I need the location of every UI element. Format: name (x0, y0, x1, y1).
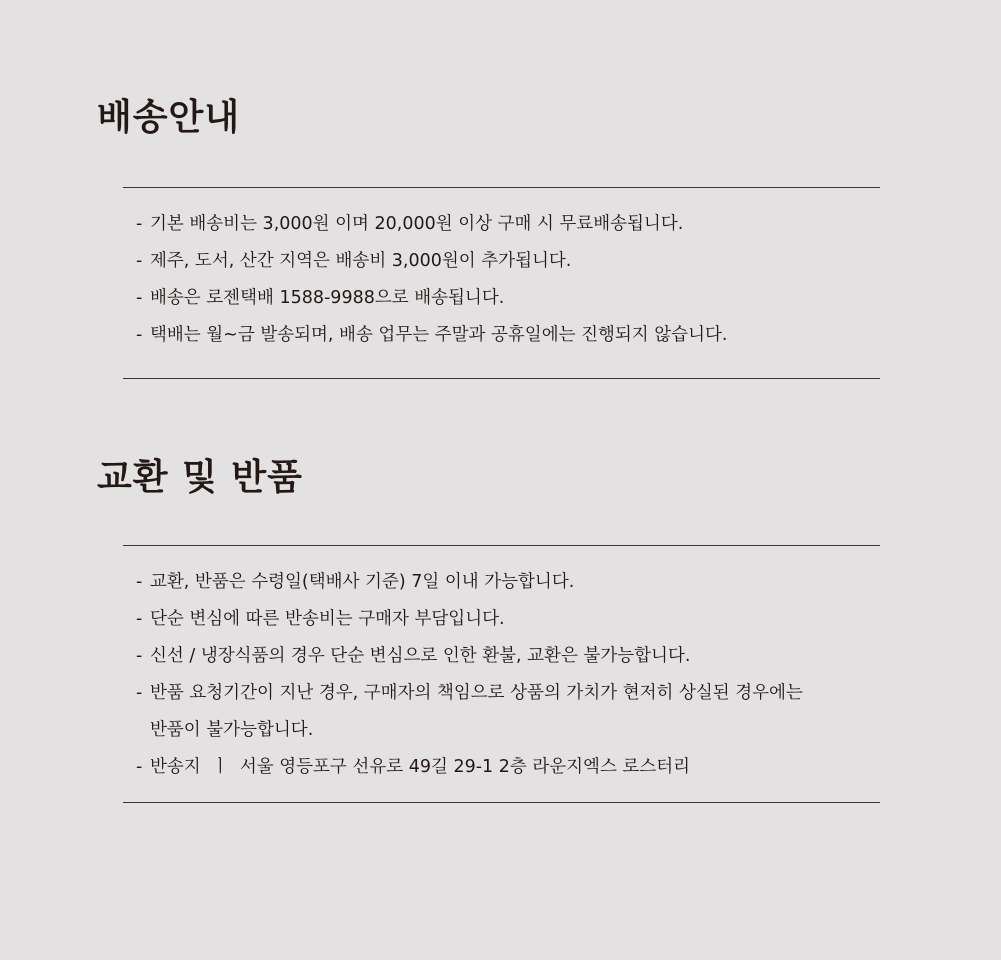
returns-top-divider (123, 545, 880, 546)
list-item: - 신선 / 냉장식품의 경우 단순 변심으로 인한 환불, 교환은 불가능합니다. (136, 638, 803, 675)
bullet-dash: - (136, 757, 143, 777)
bullet-dash: - (136, 683, 143, 703)
return-address: - 반송지 ㅣ 서울 영등포구 선유로 49길 29-1 2층 라운지엑스 로스터리 (136, 749, 803, 786)
returns-title: 교환 및 반품 (97, 457, 303, 498)
shipping-info-list (136, 206, 727, 354)
bullet-dash: - (136, 325, 143, 345)
bullet-dash: - (136, 214, 143, 234)
shipping-top-divider (123, 187, 880, 188)
bullet-dash: - (136, 572, 143, 592)
bullet-dash: - (136, 288, 143, 308)
list-item: - 택배는 월~금 발송되며, 배송 업무는 주말과 공휴일에는 진행되지 않습니다. (136, 317, 727, 354)
list-item: - 기본 배송비는 3,000원 이며 20,000원 이상 구매 시 무료배송됩니다. (136, 206, 727, 243)
shipping-title: 배송안내 (97, 97, 241, 138)
list-item: - 배송은 로젠택배 1588-9988으로 배송됩니다. (136, 280, 727, 317)
bullet-dash: - (136, 609, 143, 629)
shipping-bottom-divider (123, 378, 880, 379)
returns-info-list (136, 564, 803, 786)
list-item: - 제주, 도서, 산간 지역은 배송비 3,000원이 추가됩니다. (136, 243, 727, 280)
returns-bottom-divider (123, 802, 880, 803)
list-item: - 단순 변심에 따른 반송비는 구매자 부담입니다. (136, 601, 803, 638)
list-item: - 반품 요청기간이 지난 경우, 구매자의 책임으로 상품의 가치가 현저히 상실된 경우에는 (136, 675, 803, 712)
list-item: - 교환, 반품은 수령일(택배사 기준) 7일 이내 가능합니다. (136, 564, 803, 601)
list-item-continuation: 반품이 불가능합니다. (150, 720, 314, 740)
bullet-dash: - (136, 251, 143, 271)
bullet-dash: - (136, 646, 143, 666)
